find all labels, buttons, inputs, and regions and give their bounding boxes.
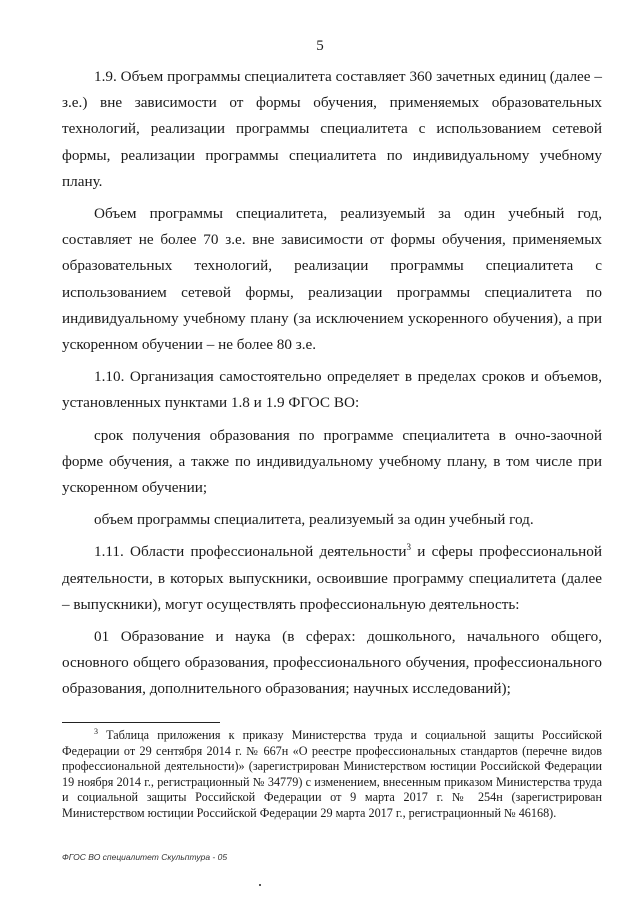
paragraph-annual-volume: объем программы специалитета, реализуемый за один учебный год.	[94, 511, 534, 529]
footnote-divider	[62, 722, 220, 723]
paragraph-area-01: 01 Образование и наука (в сферах: дошкольного, начального общего, основного общего образования, профессионального обучения, профессионального образования, дополнительного образования; научных исследований);	[62, 628, 602, 698]
page-number: 5	[316, 38, 324, 54]
footnote-marker: 3	[94, 726, 98, 736]
body-text	[62, 64, 602, 703]
paragraph-1-11-start: 1.11. Области профессиональной деятельности	[94, 543, 407, 561]
scan-artifact	[259, 884, 261, 886]
paragraph-study-period: срок получения образования по программе специалитета в очно-заочной форме обучения, а также по индивидуальному учебному плану, в том числе при ускоренном обучении;	[62, 426, 602, 497]
paragraph-1-9: 1.9. Объем программы специалитета составляет 360 зачетных единиц (далее – з.е.) вне зависимости от формы обучения, применяемых образовательных технологий, реализации программы специалитета с использованием сетевой формы, реализации программы специалитета по индивидуальному учебному плану.	[62, 68, 602, 190]
paragraph-1-10: 1.10. Организация самостоятельно определяет в пределах сроков и объемов, установленных пунктами 1.8 и 1.9 ФГОС ВО:	[62, 368, 602, 412]
footnote	[62, 728, 602, 822]
paragraph-1-11	[62, 539, 602, 618]
footnote-reference: 3	[406, 542, 411, 553]
page-footer: ФГОС ВО специалитет Скульптура - 05	[62, 852, 228, 862]
paragraph-1-11-end: и сферы профессиональной деятельности, в которых выпускники, освоившие программу специалитета (далее – выпускники), могут осуществлять профессиональную деятельность:	[62, 543, 602, 613]
paragraph-volume-per-year: Объем программы специалитета, реализуемый за один учебный год, составляет не более 70 з.е. вне зависимости от формы обучения, применяемых образовательных технологий, реализации программы специалитета с использованием сетевой формы, реализации программы специалитета по индивидуальному учебному плану (за исключением ускоренного обучения), а при ускоренном обучении – не более 80 з.е.	[62, 205, 602, 354]
footnote-text: Таблица приложения к приказу Министерства труда и социальной защиты Российской Федерации от 29 сентября 2014 г. № 667н «О реестре профессиональных стандартов (перечне видов профессиональной деятельности)» (зарегистрирован Министерством юстиции Российской Федерации 19 ноября 2014 г., регистрационный № 34779) с изменением, внесенным приказом Министерства труда и социальной защиты Российской Федерации от 9 марта 2017 г. № 254н (зарегистрирован Министерством юстиции Российской Федерации 29 марта 2017 г., регистрационный № 46168).	[62, 728, 602, 820]
